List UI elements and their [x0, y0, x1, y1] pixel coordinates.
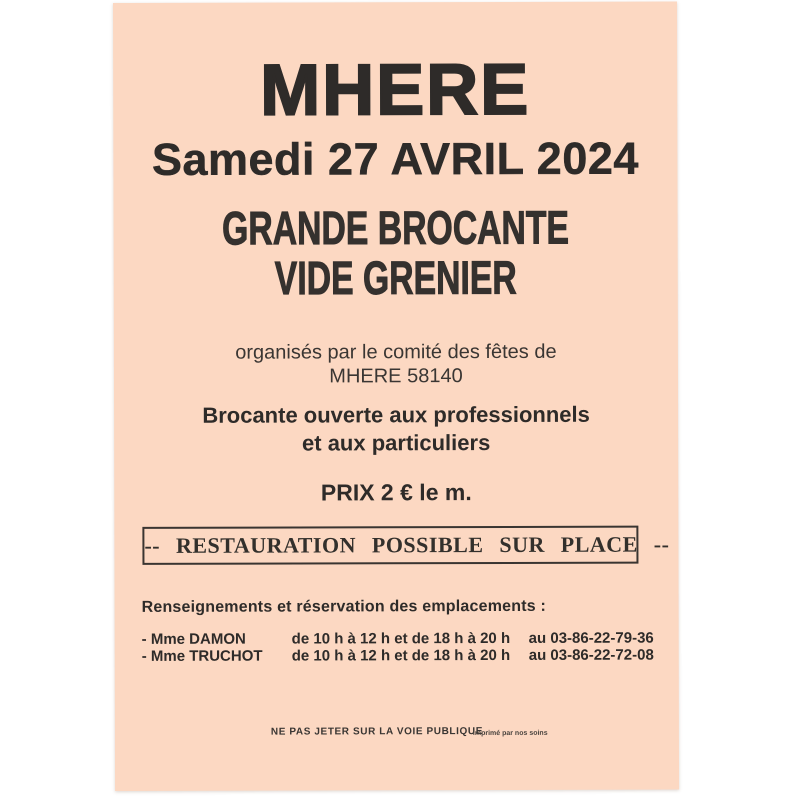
- contact-phone: au 03-86-22-79-36: [528, 629, 654, 647]
- contact-name: - Mme TRUCHOT: [141, 647, 263, 665]
- poster-sheet: [113, 2, 679, 791]
- organizer-line1: organisés par le comité des fêtes de: [235, 340, 557, 364]
- contact-row-truchot: [142, 647, 669, 665]
- restauration-banner-text: -- RESTAURATION POSSIBLE SUR PLACE --: [144, 531, 670, 558]
- event-name-line1: GRANDE BROCANTE: [222, 200, 570, 255]
- contact-hours: de 10 h à 12 h et de 18 h à 20 h: [291, 629, 511, 648]
- contact-row-damon: [142, 630, 669, 648]
- event-date: Samedi 27 AVRIL 2024: [151, 132, 639, 185]
- contact-hours: de 10 h à 12 h et de 18 h à 20 h: [291, 646, 511, 665]
- restauration-banner-box: [142, 526, 670, 565]
- participants-line2: et aux particuliers: [301, 430, 491, 456]
- participants-note: [114, 401, 678, 458]
- poster-title: MHERE: [260, 49, 531, 131]
- event-heading: [114, 200, 678, 305]
- event-name-line2: VIDE GRENIER: [274, 250, 517, 305]
- public-road-notice: NE PAS JETER SUR LA VOIE PUBLIQUE: [270, 726, 483, 738]
- participants-line1: Brocante ouverte aux professionnels: [202, 401, 590, 428]
- organizer-note: [114, 340, 678, 389]
- printed-by-notice: Imprimé par nos soins: [472, 729, 548, 738]
- contact-phone: au 03-86-22-72-08: [528, 646, 654, 664]
- contacts-section: [142, 598, 669, 665]
- contacts-heading: Renseignements et réservation des emplacements :: [141, 597, 547, 616]
- organizer-line2: MHERE 58140: [329, 365, 463, 388]
- contact-name: - Mme DAMON: [141, 630, 246, 648]
- price-line: PRIX 2 € le m.: [320, 479, 472, 506]
